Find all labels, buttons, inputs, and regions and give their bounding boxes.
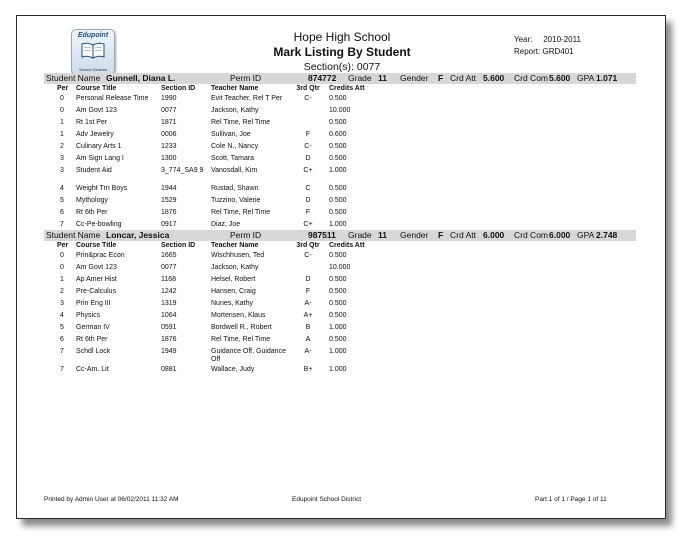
- crd-com-value: 6.000: [549, 230, 571, 240]
- gender-value: F: [438, 73, 444, 83]
- credits-att: 1.000: [329, 348, 347, 355]
- credits-att: 0.500: [329, 185, 347, 192]
- gpa-label: GPA: [577, 230, 595, 240]
- period: 3: [60, 155, 64, 162]
- col-per-header: Per: [57, 242, 69, 249]
- section-id: 0077: [161, 264, 177, 271]
- section-id: 1242: [161, 288, 177, 295]
- period: 5: [60, 197, 64, 204]
- section-id: 1871: [161, 119, 177, 126]
- course-title: Schdl Lock: [76, 348, 111, 355]
- qtr-grade: A+: [303, 312, 313, 319]
- gender-value: F: [438, 230, 444, 240]
- qtr-grade: F: [305, 209, 311, 216]
- report-title: Mark Listing By Student: [273, 45, 411, 59]
- col-qtr-header: 3rd Qtr: [296, 242, 320, 249]
- printed-by: Printed by Admin User at 06/02/2011 11:32 AM: [44, 496, 179, 503]
- teacher-name: Jackson, Kathy: [211, 264, 259, 271]
- student-name: Gunnell, Diana L.: [106, 73, 176, 83]
- perm-id-label: Perm ID: [230, 73, 262, 83]
- teacher-name: Jackson, Kathy: [211, 107, 259, 114]
- period: 1: [60, 119, 64, 126]
- student-header-bar: [44, 73, 636, 84]
- crd-att-label: Crd Att: [450, 230, 476, 240]
- section-id: 1300: [161, 155, 177, 162]
- district-name: Edupoint School District: [292, 496, 362, 503]
- grade-label: Grade: [348, 230, 372, 240]
- col-credits-header: Credits Att: [329, 242, 365, 249]
- course-title: Cc-Pe-bowling: [76, 221, 122, 228]
- crd-att-value: 6.000: [483, 230, 505, 240]
- course-title: Adv Jewelry: [76, 131, 114, 138]
- teacher-name: Rel Time, Rel Time: [211, 119, 271, 126]
- qtr-grade: D: [305, 155, 311, 162]
- credits-att: 0.500: [329, 209, 347, 216]
- period: 4: [60, 312, 64, 319]
- credits-att: 0.500: [329, 288, 347, 295]
- logo-subtitle: School Genesis: [78, 67, 107, 72]
- report-label: Report:: [514, 47, 541, 56]
- crd-att-value: 5.600: [483, 73, 505, 83]
- course-title: Weight Trn Boys: [76, 185, 128, 192]
- qtr-grade: A: [305, 336, 311, 343]
- qtr-grade: A-: [304, 348, 312, 355]
- course-title: Rt 6th Per: [76, 209, 108, 216]
- period: 0: [60, 252, 64, 259]
- period: 6: [60, 336, 64, 343]
- section-id: 1529: [161, 197, 177, 204]
- section-id: 1876: [161, 209, 177, 216]
- section-id: 1944: [161, 185, 177, 192]
- credits-att: 0.500: [329, 143, 347, 150]
- section-id: 1319: [161, 300, 177, 307]
- col-section-id-header: Section ID: [161, 242, 196, 249]
- period: 2: [60, 143, 64, 150]
- credits-att: 0.500: [329, 312, 347, 319]
- course-title: Personal Release Time: [76, 95, 149, 102]
- credits-att: 1.000: [329, 221, 347, 228]
- crd-att-label: Crd Att: [450, 73, 476, 83]
- course-title: Rt 6th Per: [76, 336, 108, 343]
- period: 5: [60, 324, 64, 331]
- year-label: Year:: [514, 35, 533, 44]
- credits-att: 0.500: [329, 95, 347, 102]
- qtr-grade: C-: [304, 95, 312, 102]
- qtr-grade: F: [305, 131, 311, 138]
- col-qtr-header: 3rd Qtr: [296, 85, 320, 92]
- teacher-name: Rel Time, Rel Time: [211, 336, 271, 343]
- sections-filter: Section(s): 0077: [303, 61, 381, 73]
- period: 7: [60, 348, 64, 355]
- qtr-grade: C-: [304, 252, 312, 259]
- logo-name: Edupoint: [77, 32, 109, 39]
- edupoint-logo: [71, 29, 115, 75]
- col-teacher-header: Teacher Name: [211, 242, 259, 249]
- course-title: Prin Eng III: [76, 300, 111, 307]
- qtr-grade: C+: [303, 167, 313, 174]
- credits-att: 1.000: [329, 167, 347, 174]
- teacher-name: Diaz, Joe: [211, 221, 241, 228]
- section-id: 0077: [161, 107, 177, 114]
- credits-att: 10.000: [329, 264, 351, 271]
- crd-com-value: 5.600: [549, 73, 571, 83]
- section-id: 1233: [161, 143, 177, 150]
- period: 3: [60, 300, 64, 307]
- credits-att: 0.600: [329, 131, 347, 138]
- section-id: 1064: [161, 312, 177, 319]
- period: 4: [60, 185, 64, 192]
- credits-att: 10.000: [329, 107, 351, 114]
- period: 7: [60, 366, 64, 373]
- col-course-title-header: Course Title: [76, 85, 117, 92]
- course-title: Prin&prac Econ: [76, 252, 125, 259]
- credits-att: 0.500: [329, 252, 347, 259]
- section-id: 1876: [161, 336, 177, 343]
- perm-id: 874772: [308, 73, 337, 83]
- teacher-name: Scott, Tamara: [211, 155, 255, 162]
- course-title: Am Govt 123: [76, 107, 117, 114]
- grade-value: 11: [378, 73, 387, 83]
- course-title: Ap Amer Hist: [76, 276, 117, 283]
- gender-label: Gender: [400, 73, 429, 83]
- teacher-name: Hansen, Craig: [211, 288, 256, 295]
- teacher-name: Mortensen, Klaus: [211, 312, 266, 319]
- qtr-grade: D: [305, 197, 311, 204]
- grade-label: Grade: [348, 73, 372, 83]
- period: 1: [60, 131, 64, 138]
- student-header-bar: [44, 230, 636, 241]
- perm-id: 987511: [308, 230, 336, 240]
- course-title: Am Govt 123: [76, 264, 117, 271]
- qtr-grade: A-: [304, 300, 312, 307]
- qtr-grade: D: [305, 276, 311, 283]
- col-section-id-header: Section ID: [161, 85, 196, 92]
- page-count: Part 1 of 1 / Page 1 of 11: [535, 496, 607, 503]
- gender-label: Gender: [400, 230, 429, 240]
- teacher-name: Helsel, Robert: [211, 276, 256, 283]
- period: 1: [60, 276, 64, 283]
- grade-value: 11: [378, 230, 387, 240]
- gpa-value: 2.748: [596, 230, 618, 240]
- teacher-name: Rustad, Shawn: [211, 185, 259, 192]
- perm-id-label: Perm ID: [230, 230, 262, 240]
- section-id: 1168: [161, 276, 177, 283]
- credits-att: 0.500: [329, 336, 347, 343]
- credits-att: 0.500: [329, 300, 347, 307]
- course-title: Pre-Calculus: [76, 288, 117, 295]
- section-id: 3_774_SA9 9: [161, 167, 204, 174]
- student-name: Loncar, Jessica: [106, 230, 170, 240]
- crd-com-label: Crd Com: [514, 230, 549, 240]
- section-id: 0591: [161, 324, 177, 331]
- period: 3: [60, 167, 64, 174]
- course-title: Cc-Am. Lit: [76, 366, 109, 373]
- teacher-name: Wallace, Judy: [211, 366, 255, 373]
- course-title: Physics: [76, 312, 101, 319]
- section-id: 1949: [161, 348, 177, 355]
- col-teacher-header: Teacher Name: [211, 85, 259, 92]
- report-meta: [514, 34, 581, 58]
- col-credits-header: Credits Att: [329, 85, 365, 92]
- section-id: 0917: [161, 221, 177, 228]
- qtr-grade: C-: [304, 143, 312, 150]
- report-page: [16, 15, 666, 519]
- section-id: 1990: [161, 95, 177, 102]
- credits-att: 1.000: [329, 366, 347, 373]
- teacher-name: Bordwell R., Robert: [211, 324, 272, 331]
- qtr-grade: B: [305, 324, 311, 331]
- period: 0: [60, 264, 64, 271]
- section-id: 0006: [161, 131, 177, 138]
- credits-att: 0.500: [329, 155, 347, 162]
- course-title: Rt 1st Per: [76, 119, 108, 126]
- teacher-name: Nunes, Kathy: [211, 300, 254, 307]
- qtr-grade: B+: [303, 366, 313, 373]
- col-per-header: Per: [57, 85, 69, 92]
- teacher-name: Evit Teacher, Rel T Per: [211, 95, 283, 102]
- credits-att: 1.000: [329, 324, 347, 331]
- teacher-name: Tuzzino, Valerie: [211, 197, 261, 204]
- teacher-name: Vanosdall, Kim: [211, 167, 258, 174]
- teacher-name: Guidance Off, Guidance Off: [211, 348, 286, 363]
- report-code: GRD401: [542, 47, 574, 56]
- student-name-label: Student Name: [46, 230, 101, 240]
- qtr-grade: C: [305, 185, 311, 192]
- section-id: 0881: [161, 366, 177, 373]
- book-icon: [81, 42, 105, 59]
- teacher-name: Wischhusen, Ted: [211, 252, 265, 259]
- crd-com-label: Crd Com: [514, 73, 549, 83]
- school-name: Hope High School: [293, 30, 391, 44]
- qtr-grade: F: [305, 288, 311, 295]
- col-course-title-header: Course Title: [76, 242, 117, 249]
- teacher-name: Cole N., Nancy: [211, 143, 259, 150]
- year-value: 2010-2011: [543, 35, 581, 44]
- course-title: Student Aid: [76, 167, 112, 174]
- credits-att: 0.500: [329, 197, 347, 204]
- report-header: [217, 30, 467, 74]
- student-name-label: Student Name: [46, 73, 101, 83]
- course-title: German IV: [76, 324, 110, 331]
- period: 7: [60, 221, 64, 228]
- course-title: Mythology: [76, 197, 108, 204]
- credits-att: 0.500: [329, 276, 347, 283]
- qtr-grade: C+: [303, 221, 313, 228]
- period: 2: [60, 288, 64, 295]
- teacher-name: Sullivan, Joe: [211, 131, 251, 138]
- course-title: Am Sign Lang I: [76, 155, 124, 162]
- gpa-value: 1.071: [596, 73, 618, 83]
- gpa-label: GPA: [577, 73, 595, 83]
- teacher-name: Rel Time, Rel Time: [211, 209, 271, 216]
- section-id: 1665: [161, 252, 177, 259]
- period: 6: [60, 209, 64, 216]
- period: 0: [60, 95, 64, 102]
- course-title: Culinary Arts 1: [76, 143, 122, 150]
- credits-att: 0.500: [329, 119, 347, 126]
- period: 0: [60, 107, 64, 114]
